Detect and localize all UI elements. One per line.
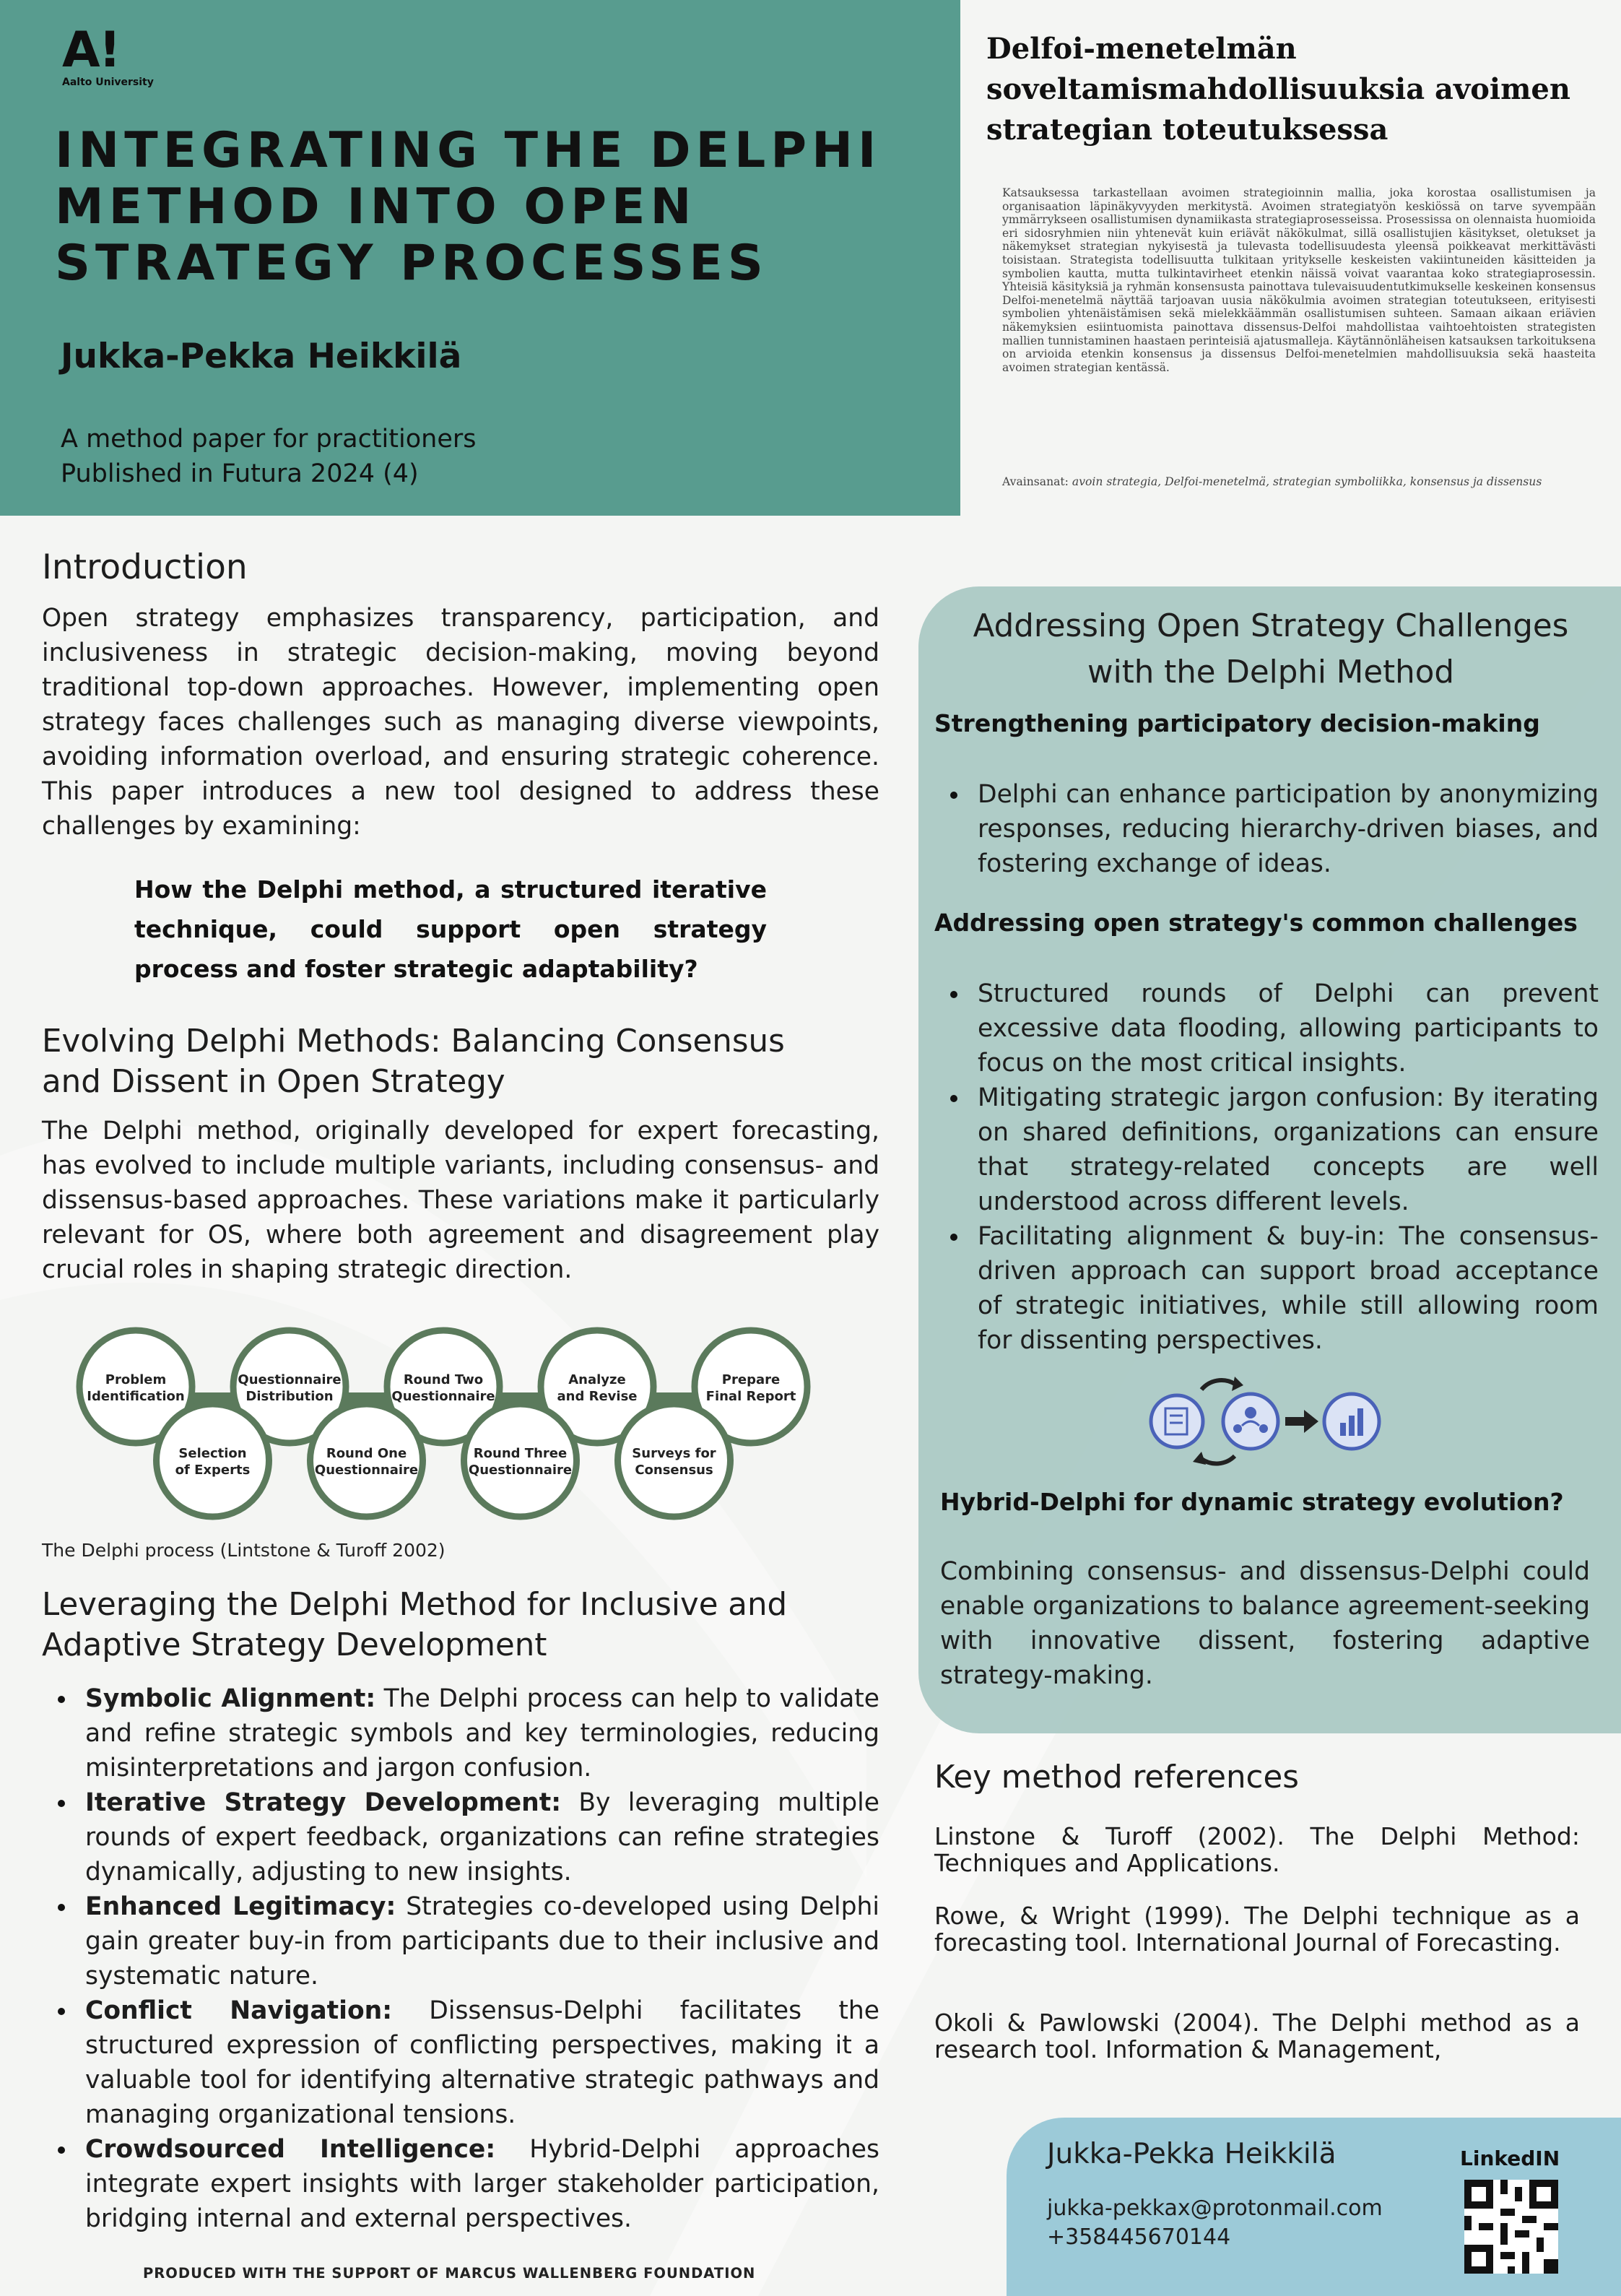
subtitle-method: A method paper for practitioners (61, 425, 477, 454)
linkedin-qr-code[interactable] (1464, 2180, 1558, 2274)
leveraging-heading-line: Leveraging the Delphi Method for Inclusive and (42, 1587, 788, 1623)
evolving-body: The Delphi method, originally developed for expert forecasting, has evolved to include multiple variants, including consensus- and dissensus-based approaches. These variations make it particularly relevant for OS, where both agreement and disagreement play crucial roles in shaping strategic direction. (42, 1117, 879, 1284)
process-step-label: Problem (105, 1372, 167, 1387)
process-step-label: Final Report (705, 1389, 796, 1404)
funding-note: PRODUCED WITH THE SUPPORT OF MARCUS WALLENBERG FOUNDATION (143, 2265, 756, 2282)
reference-item: Okoli & Pawlowski (2004). The Delphi method as a research tool. Information & Management, (934, 2009, 1580, 2063)
finnish-title-line: strategian toteutuksessa (986, 113, 1389, 147)
introduction-body: Open strategy emphasizes transparency, participation, and inclusiveness in strategic decision-making, moving beyond traditional top-down approaches. However, implementing open strategy faces challenges such as managing diverse viewpoints, avoiding information overload, and ensuring strategic coherence. This paper introduces a new tool designed to address these challenges by examining: (42, 604, 879, 841)
introduction-heading: Introduction (42, 547, 248, 587)
document-icon (1151, 1395, 1203, 1447)
logo-text: Aalto University (62, 77, 154, 88)
list-item (42, 1889, 879, 1993)
finnish-title-line: Delfoi-menetelmän (986, 32, 1297, 66)
reference-item: Rowe, & Wright (1999). The Delphi technique as a forecasting tool. International Journal of Forecasting. (934, 1902, 1580, 1957)
keywords-text: avoin strategia, Delfoi-menetelmä, strategian symboliikka, konsensus ja dissensus (1072, 475, 1542, 488)
item-label: Enhanced Legitimacy: (85, 1892, 396, 1921)
evolving-heading-line: and Dissent in Open Strategy (42, 1064, 505, 1100)
participatory-list (934, 777, 1599, 881)
hybrid-body: Combining consensus- and dissensus-Delphi could enable organizations to balance agreement-seeking with innovative dissent, fostering adaptive strategy-making. (940, 1557, 1590, 1690)
references-heading: Key method references (934, 1759, 1299, 1795)
leveraging-list (42, 1681, 879, 2236)
delphi-cycle-icons (1142, 1372, 1388, 1473)
finnish-abstract: Katsauksessa tarkastellaan avoimen strategioinnin mallia, joka korostaa osallistumisen ja organisaation läpinäkyvyyden merkitystä. Avoimen strategiatyön keskiössä on tarve syvempään ymmärrykseen osallistumisen dynamiikasta strategiaprosesseissa. Prosessissa on olennaista huomioida eri sidosryhmien niin yhtenevät kuin eriävät näkökulmat, sillä osallistujien käsitykset, oletukset ja näkemykset strategian nykyisestä ja tulevasta todellisuudesta yleensä poikkeavat merkittävästi toisistaan. Strategista todellisuutta tulkitaan yritykselle keskeisten vakiintuneiden käsitteiden ja symbolien kautta, mutta tulkintavirheet etenkin näissä voivat vaarantaa koko strategiaprosessin. Yhteisiä käsityksiä ja ryhmän konsensusta painottava tulevaisuudentutkimukselle keskeinen konsensus Delfoi-menetelmä näyttää tarjoavan uusia näkökulmia avoimen strategian toteutukseen, erityisesti symbolien yhtenäistämisen sekä mielekkäämmän osallistumisen suhteen. Samaan aikaan eriävien näkemyksien esiintuomista painottava dissensus-Delfoi mahdollistaa vaihtoehtoisten strategisten mallien tunnistaminen haastaen perinteisiä ajatusmalleja. Käytännönläheisen katsauksen tarkoituksena on arvioida etenkin konsensus ja dissensus Delfoi-menetelmien mahdollisuuksia sekä haasteita avoimen strategian kentässä. (1002, 186, 1596, 374)
panel-heading-challenges: Addressing open strategy's common challenges (934, 909, 1578, 937)
item-text: Strategies co-developed using Delphi gain greater buy-in from participants due to their inclusive and systematic nature. (85, 1892, 879, 1990)
panel-title (931, 603, 1610, 696)
panel-title-line: Addressing Open Strategy Challenges (973, 608, 1569, 644)
author-name: Jukka-Pekka Heikkilä (61, 337, 462, 376)
list-item (42, 2132, 879, 2236)
reference-item: Linstone & Turoff (2002). The Delphi Method: Techniques and Applications. (934, 1822, 1580, 1877)
aalto-logo (62, 22, 154, 88)
logo-mark: A! (62, 22, 120, 79)
finnish-title (986, 29, 1607, 150)
panel-heading-hybrid: Hybrid-Delphi for dynamic strategy evolution? (940, 1488, 1564, 1516)
item-text: The Delphi process can help to validate and refine strategic symbols and key terminologies, reducing misinterpretations and jargon confusion. (85, 1684, 879, 1782)
list-item (42, 1785, 879, 1889)
evolving-heading (42, 1021, 785, 1102)
item-text: By leveraging multiple rounds of expert feedback, organizations can refine strategies dynamically, adjusting to new insights. (85, 1788, 879, 1886)
item-text: Hybrid-Delphi approaches integrate expert insights with larger stakeholder participation, bridging internal and external perspectives. (85, 2135, 880, 2233)
diagram-caption: The Delphi process (Lintstone & Turoff 2002) (42, 1540, 446, 1561)
challenges-list (934, 976, 1599, 1358)
process-step-label: Questionnaire (238, 1372, 342, 1387)
title-line: INTEGRATING THE DELPHI (55, 122, 882, 179)
contact-phone[interactable]: +358445670144 (1047, 2224, 1231, 2250)
finnish-keywords (1002, 475, 1602, 488)
poster-title (55, 123, 950, 292)
title-line: STRATEGY PROCESSES (55, 235, 768, 292)
process-step-label: Prepare (721, 1372, 781, 1387)
item-label: Conflict Navigation: (85, 1996, 393, 2025)
finnish-title-line: soveltamismahdollisuuksia avoimen (986, 72, 1570, 106)
list-item: Structured rounds of Delphi can prevent excessive data flooding, allowing participants to focus on the most critical insights. (934, 976, 1599, 1080)
contact-email[interactable]: jukka-pekkax@protonmail.com (1047, 2196, 1383, 2221)
panel-heading-participatory: Strengthening participatory decision-making (934, 709, 1540, 737)
delphi-process-diagram (72, 1293, 823, 1531)
item-label: Iterative Strategy Development: (85, 1788, 562, 1817)
panel-title-line: with the Delphi Method (1087, 654, 1454, 690)
list-item (42, 1993, 879, 2132)
list-item: Facilitating alignment & buy-in: The consensus-driven approach can support broad acceptance of strategic initiatives, while still allowing room for dissenting perspectives. (934, 1219, 1599, 1358)
process-step-label: Round Three (473, 1446, 568, 1461)
leveraging-heading-line: Adaptive Strategy Development (42, 1627, 547, 1663)
process-step-label: Surveys for (632, 1446, 716, 1461)
keywords-label: Avainsanat: (1002, 475, 1069, 488)
subtitle-published: Published in Futura 2024 (4) (61, 459, 419, 488)
process-step-label: Round One (326, 1446, 407, 1461)
group-people-icon (1223, 1394, 1278, 1449)
process-step-label: Questionnaire (468, 1463, 573, 1478)
process-step-label: Distribution (245, 1389, 334, 1404)
process-step-label: Round Two (403, 1372, 484, 1387)
title-line: METHOD INTO OPEN (55, 178, 697, 235)
item-label: Crowdsourced Intelligence: (85, 2135, 496, 2164)
process-step-label: Consensus (635, 1463, 713, 1478)
process-step-label: Questionnaire (391, 1389, 495, 1404)
list-item: Mitigating strategic jargon confusion: By iterating on shared definitions, organizations can ensure that strategy-related concepts are well understood across different levels. (934, 1080, 1599, 1219)
list-item: Delphi can enhance participation by anonymizing responses, reducing hierarchy-driven biases, and fostering exchange of ideas. (934, 777, 1599, 881)
process-step-label: and Revise (557, 1389, 638, 1404)
research-question: How the Delphi method, a structured iterative technique, could support open strategy process and foster strategic adaptability? (134, 875, 767, 983)
process-step-label: Identification (87, 1389, 185, 1404)
process-step-label: Analyze (568, 1372, 626, 1387)
contact-name: Jukka-Pekka Heikkilä (1047, 2138, 1337, 2170)
leveraging-heading (42, 1585, 787, 1665)
item-text: Dissensus-Delphi facilitates the structured expression of conflicting perspectives, making it a valuable tool for identifying alternative strategic pathways and managing organizational tensions. (85, 1996, 879, 2129)
process-step-label: of Experts (175, 1463, 251, 1478)
process-step-label: Selection (178, 1446, 247, 1461)
linkedin-label: LinkedIN (1460, 2146, 1560, 2170)
item-label: Symbolic Alignment: (85, 1684, 376, 1713)
chart-report-icon (1324, 1394, 1379, 1449)
list-item (42, 1681, 879, 1785)
evolving-heading-line: Evolving Delphi Methods: Balancing Consensus (42, 1023, 785, 1060)
process-step-label: Questionnaire (314, 1463, 419, 1478)
right-arrow-icon (1285, 1410, 1318, 1433)
